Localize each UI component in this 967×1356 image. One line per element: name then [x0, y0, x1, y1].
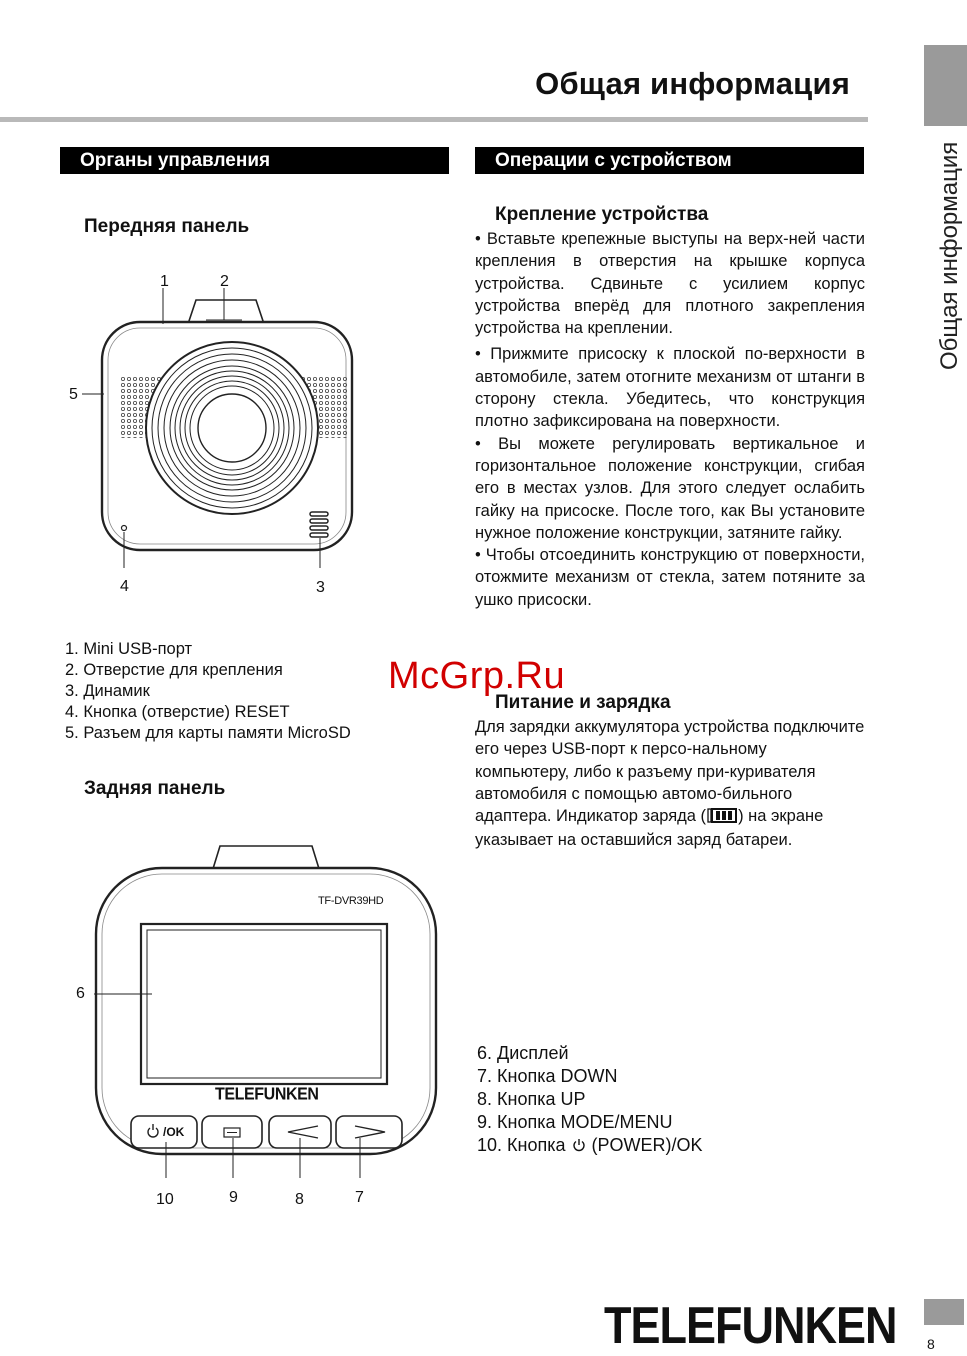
- title-divider: [0, 117, 868, 122]
- power-text: [475, 716, 865, 852]
- legend-item: 3. Динамик: [65, 682, 150, 700]
- back-panel-diagram: [60, 838, 460, 1178]
- callout-8: 8: [295, 1191, 304, 1208]
- page-title: Общая информация: [535, 66, 850, 101]
- legend-item: 1. Mini USB-порт: [65, 640, 193, 658]
- mounting-text: [475, 228, 865, 611]
- callout-5: 5: [69, 386, 78, 403]
- legend-item: 7. Кнопка DOWN: [477, 1066, 618, 1086]
- power-text-end: ) на экране указывает на оставшийся заряд батареи.: [475, 807, 824, 850]
- page-tab-marker: [924, 1299, 964, 1325]
- mounting-paragraph: • Вы можете регулировать вертикальное и горизонтальное положение конструкции, сгибая его в местах узлов. Для этого следует ослабить гайку на присоске. После того, как Вы установите нужное положение конструкции, затяните гайку.: [475, 434, 865, 542]
- legend-item: 4. Кнопка (отверстие) RESET: [65, 703, 290, 721]
- legend-item-start: 10. Кнопка: [477, 1135, 566, 1155]
- section-title-operations: Операции с устройством: [475, 147, 864, 174]
- mounting-paragraph: • Прижмите присоску к плоской по-верхности в автомобиле, затем отогните механизм от штанги в сторону стекла. Убедитесь, что конструкция плотно зафиксирована на поверхности.: [475, 345, 865, 431]
- legend-item: 5. Разъем для карты памяти MicroSD: [65, 724, 351, 742]
- mounting-paragraph: • Вставьте крепежные выступы на верх-ней части крепления в отверстия на крышке корпуса устройства. Сдвиньте с усилием корпус устройства вперёд для плотного закрепления устройства на креплении.: [475, 230, 865, 338]
- device-brand-label: TELEFUNKEN: [215, 1085, 319, 1104]
- watermark: McGrp.Ru: [388, 655, 566, 697]
- side-tab-marker: [924, 45, 967, 126]
- callout-4: 4: [120, 578, 129, 595]
- callout-2: 2: [220, 273, 229, 290]
- legend-item-end: (POWER)/OK: [591, 1135, 703, 1155]
- battery-icon: [707, 807, 737, 829]
- side-section-label: Общая информация: [936, 141, 963, 370]
- legend-item: 8. Кнопка UP: [477, 1089, 586, 1109]
- callout-10: 10: [156, 1191, 174, 1208]
- callout-9: 9: [229, 1189, 238, 1206]
- display-screen: [141, 924, 387, 1084]
- back-panel-legend: [477, 1042, 703, 1159]
- down-button: [336, 1116, 402, 1148]
- callout-7: 7: [355, 1189, 364, 1206]
- front-panel-heading: Передняя панель: [84, 216, 250, 237]
- page-number: 8: [927, 1336, 935, 1352]
- model-label: TF-DVR39HD: [318, 895, 384, 907]
- mounting-heading: Крепление устройства: [495, 204, 709, 225]
- ok-button-label: /OK: [163, 1125, 185, 1139]
- footer-brand: TELEFUNKEN: [604, 1296, 897, 1355]
- callout-3: 3: [316, 579, 325, 596]
- back-panel-heading: Задняя панель: [84, 778, 226, 799]
- callout-6: 6: [76, 985, 85, 1002]
- callout-1: 1: [160, 273, 169, 290]
- mounting-paragraph: • Чтобы отсоединить конструкцию от поверхности, отожмите механизм от стекла, затем потяните за ушко присоски.: [475, 546, 865, 609]
- legend-item: [477, 1134, 703, 1159]
- legend-item: 2. Отверстие для крепления: [65, 661, 283, 679]
- front-panel-diagram: [60, 268, 380, 608]
- section-title-controls: Органы управления: [60, 147, 449, 174]
- legend-item: 6. Дисплей: [477, 1043, 569, 1063]
- power-heading: Питание и зарядка: [495, 692, 671, 713]
- power-icon: [571, 1136, 587, 1159]
- front-panel-legend: [65, 639, 351, 744]
- lens-icon: [146, 342, 318, 514]
- legend-item: 9. Кнопка MODE/MENU: [477, 1112, 673, 1132]
- power-text-start: Для зарядки аккумулятора устройства подключите его через USB-порт к персо-нальному компьютеру, либо к разъему при-куривателя автомобиля с помощью автомо-бильного адаптера. Индикатор заряда (: [475, 718, 865, 826]
